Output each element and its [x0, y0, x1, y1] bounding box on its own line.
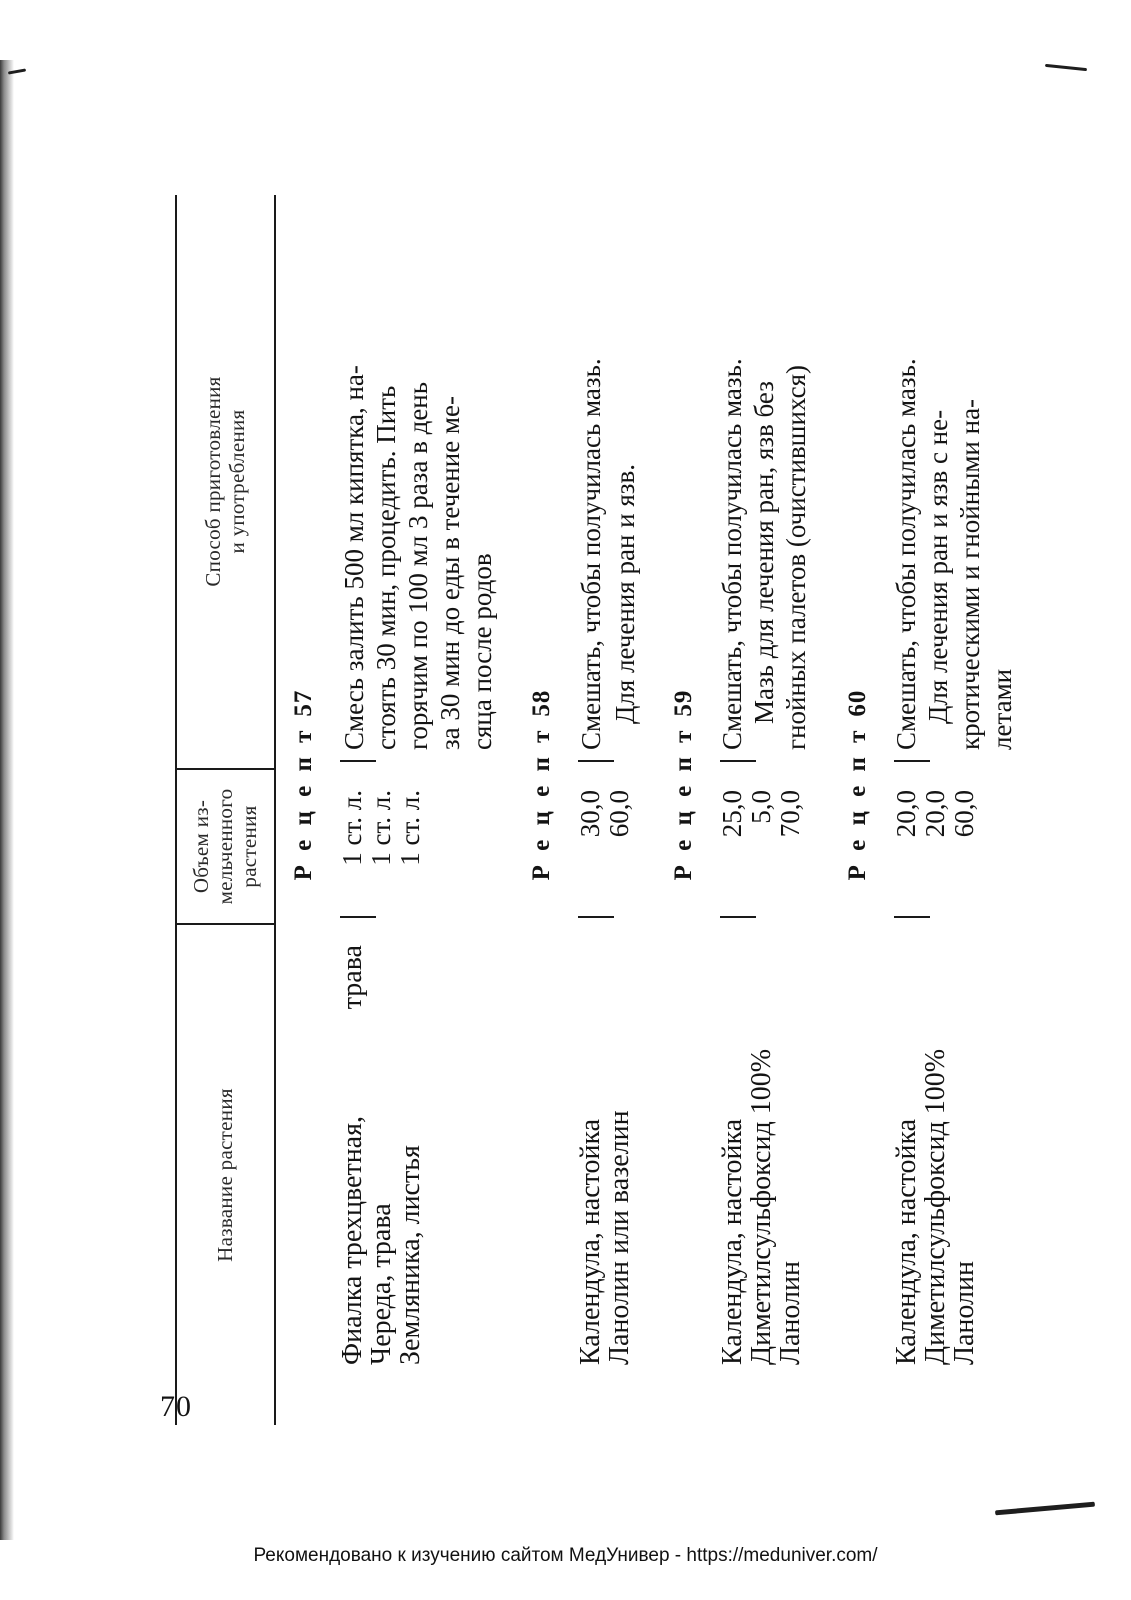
header-volume-line: мельченного — [213, 788, 237, 905]
volume-value: 20,0 — [920, 790, 950, 838]
plant-line: Ланолин — [949, 1261, 980, 1365]
plant-line: Календула, настойка — [575, 1118, 606, 1365]
page-edge-shadow — [0, 60, 14, 1540]
rotated-page — [150, 130, 1017, 1440]
recipe-number: 60 — [844, 689, 871, 717]
volume-value: 70,0 — [775, 790, 805, 838]
method-line: за 30 мин до еды в течение ме- — [435, 396, 465, 750]
header-volume — [180, 770, 270, 923]
scan-mark-top-right — [1045, 64, 1087, 71]
recipe-number: 58 — [528, 689, 555, 717]
plant-line: Ланолин — [775, 1261, 806, 1365]
plant-line: Календула, настойка — [891, 1118, 922, 1365]
method-line: летами — [987, 668, 1017, 750]
volume-list — [892, 790, 979, 910]
volume-value: 25,0 — [717, 790, 747, 838]
volume-value: 1 ст. л. — [337, 790, 367, 866]
recipe-title — [290, 130, 318, 1440]
method-text — [716, 185, 812, 750]
recipe-title — [670, 130, 698, 1440]
method-line: стоять 30 мин, процедить. Пить — [371, 385, 401, 750]
column-tick — [894, 760, 930, 762]
method-line: Смешать, чтобы получилась мазь. — [891, 358, 921, 750]
column-tick — [720, 916, 756, 918]
scan-mark-bottom-right — [995, 1502, 1095, 1516]
recipe-table — [150, 130, 1017, 1440]
column-tick — [894, 916, 930, 918]
header-plant-name — [180, 925, 270, 1425]
recipe-word: Р е ц е п т — [670, 726, 697, 881]
method-text — [890, 185, 1018, 750]
plant-list — [338, 945, 425, 1365]
method-line: кротическими и гнойными на- — [955, 398, 985, 750]
plant-line: Фиалка трехцветная, трава — [337, 945, 368, 1365]
plant-list — [576, 945, 634, 1365]
volume-value: 1 ст. л. — [395, 790, 425, 866]
page-number: 70 — [160, 1390, 192, 1423]
recipe-number: 57 — [290, 689, 317, 717]
recipe-word: Р е ц е п т — [290, 726, 317, 881]
column-tick — [340, 916, 376, 918]
plant-line: Диметилсульфоксид 100% — [746, 1048, 777, 1365]
volume-value: 1 ст. л. — [366, 790, 396, 866]
recipe-title — [844, 130, 872, 1440]
header-bottom-rule — [274, 195, 276, 1425]
volume-list — [576, 790, 634, 910]
volume-value: 20,0 — [891, 790, 921, 838]
volume-value: 60,0 — [604, 790, 634, 838]
volume-list — [718, 790, 805, 910]
method-line: гнойных палетов (очистившихся) — [781, 364, 811, 750]
header-method — [180, 195, 270, 768]
method-line: Для лечения ран и язв с не- — [923, 409, 953, 724]
recipe-title — [528, 130, 556, 1440]
recipe-word: Р е ц е п т — [528, 726, 555, 881]
plant-list — [718, 945, 805, 1365]
column-tick — [720, 760, 756, 762]
method-line: горячим по 100 мл 3 раза в день — [403, 381, 433, 750]
recipe-word: Р е ц е п т — [844, 726, 871, 881]
column-tick — [340, 760, 376, 762]
method-text — [574, 185, 642, 750]
volume-value: 60,0 — [949, 790, 979, 838]
column-tick — [578, 916, 614, 918]
method-line: Мазь для лечения ран, язв без — [749, 381, 779, 724]
method-line: Смешать, чтобы получилась мазь. — [576, 358, 606, 750]
plant-list — [892, 945, 979, 1365]
header-volume-line: растения — [237, 805, 261, 888]
method-line: сяца после родов — [467, 553, 497, 750]
plant-line: Диметилсульфоксид 100% — [920, 1048, 951, 1365]
table-top-rule — [175, 195, 177, 1425]
header-plant-name-text: Название растения — [213, 1088, 237, 1262]
header-method-line: Способ приготовления — [201, 376, 225, 587]
method-line: Смесь залить 500 мл кипятка, на- — [339, 365, 369, 750]
plant-line: Ланолин или вазелин — [604, 1110, 635, 1365]
method-line: Для лечения ран и язв. — [610, 464, 640, 724]
plant-line: Земляника, листья — [395, 1145, 426, 1365]
volume-value: 30,0 — [575, 790, 605, 838]
method-line: Смешать, чтобы получилась мазь. — [717, 358, 747, 750]
volume-list — [338, 790, 425, 910]
plant-line: Череда, трава — [366, 1203, 397, 1365]
footer-credit: Рекомендовано к изучению сайтом МедУнивер - https://meduniver.com/ — [253, 1545, 878, 1566]
header-volume-line: Объем из- — [189, 799, 213, 894]
column-tick — [578, 760, 614, 762]
header-method-line: и употребления — [225, 409, 249, 554]
method-text — [338, 185, 498, 750]
volume-value: 5,0 — [746, 790, 776, 824]
plant-line: Календула, настойка — [717, 1118, 748, 1365]
recipe-number: 59 — [670, 689, 697, 717]
